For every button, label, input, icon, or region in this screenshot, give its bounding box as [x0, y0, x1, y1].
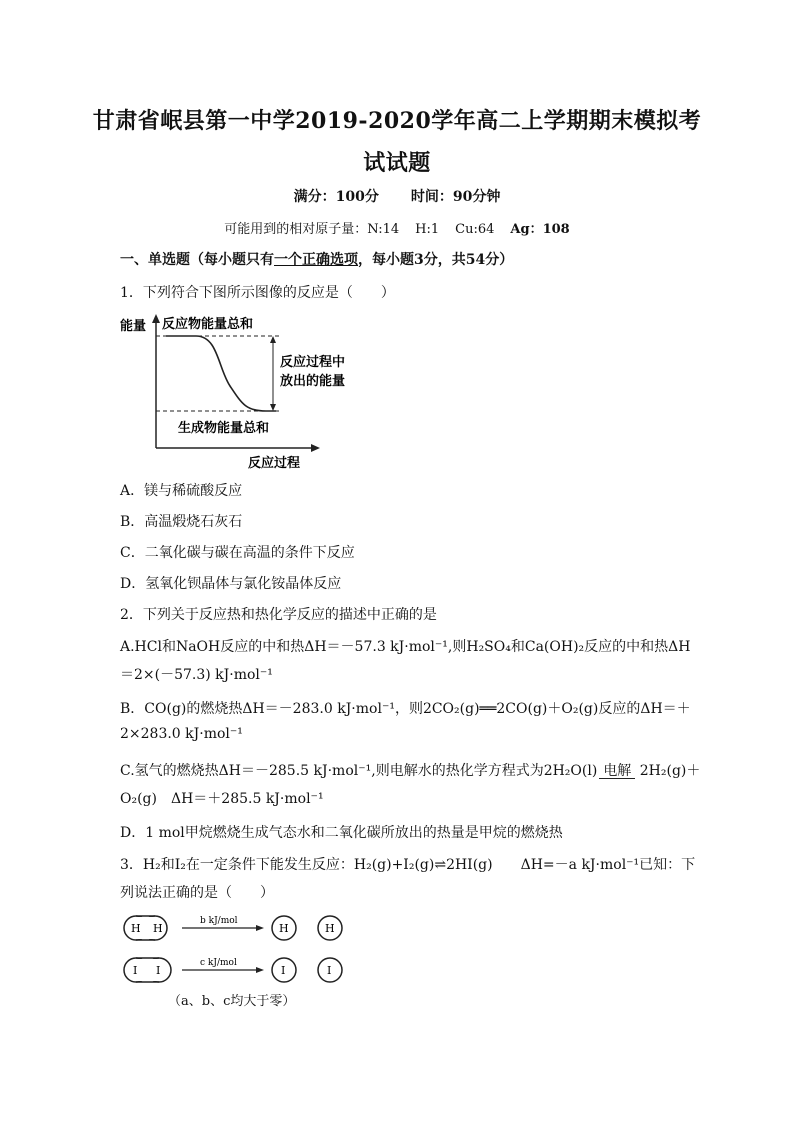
h-atom	[318, 916, 342, 940]
q2-option-b-line1: B．CO(g)的燃烧热ΔH＝－283.0 kJ·mol⁻¹，则2CO₂(g)══2CO(g)＋O₂(g)反应的ΔH＝＋	[120, 701, 691, 717]
bond-energy-diagram	[118, 910, 378, 990]
energy-diagram	[118, 308, 358, 473]
q1-stem: 1．下列符合下图所示图像的反应是（ ）	[120, 285, 395, 301]
h2-energy-label: b kJ/mol	[200, 916, 238, 926]
h2-molecule	[124, 916, 167, 940]
i-atom	[272, 958, 296, 982]
q2-option-b-line2: 2×283.0 kJ·mol⁻¹	[120, 726, 243, 742]
i-atom-label: I	[327, 964, 332, 977]
energy-curve	[166, 336, 276, 411]
product-label: 生成物能量总和	[178, 421, 270, 436]
q1-option-a: A．镁与稀硫酸反应	[120, 483, 243, 499]
q1-option-c: C．二氧化碳与碳在高温的条件下反应	[120, 545, 355, 561]
i2-arrow-head	[256, 967, 264, 973]
x-axis-label: 反应过程	[248, 456, 301, 471]
section-heading	[120, 249, 513, 269]
released-energy-label-2: 放出的能量	[280, 374, 346, 389]
q2-option-c-line1	[120, 760, 700, 780]
h2-arrow-head	[256, 925, 264, 931]
score-label: 满分：100分	[293, 189, 379, 205]
section-prefix: 一、单选题（每小题只有	[120, 252, 274, 268]
reactant-label: 反应物能量总和	[162, 317, 254, 332]
h-atom-label: H	[153, 922, 163, 935]
energy-gap-arrow-top	[270, 336, 276, 343]
time-label: 时间：90分钟	[410, 189, 501, 205]
h-atom-label: H	[325, 922, 335, 935]
q2-option-d: D．1 mol甲烷燃烧生成气态水和二氧化碳所放出的热量是甲烷的燃烧热	[120, 825, 563, 841]
q2-option-a-line1: A.HCl和NaOH反应的中和热ΔH＝－57.3 kJ·mol⁻¹,则H₂SO₄和Ca(OH)₂反应的中和热ΔH	[120, 639, 691, 655]
atomic-mass-line	[0, 218, 794, 237]
h-atom	[272, 916, 296, 940]
q1-option-b: B．高温煅烧石灰石	[120, 514, 243, 530]
exam-title-line1: 甘肃省岷县第一中学2019-2020学年高二上学期期末模拟考	[92, 108, 702, 134]
q2-option-a-line2: ＝2×(－57.3) kJ·mol⁻¹	[120, 667, 273, 683]
exam-score-time	[0, 186, 794, 206]
q1-option-d: D．氢氧化钡晶体与氯化铵晶体反应	[120, 576, 342, 592]
i2-molecule	[124, 958, 171, 982]
i2-energy-label: c kJ/mol	[200, 958, 237, 968]
i-atom-label: I	[156, 964, 161, 977]
q2-stem: 2．下列关于反应热和热化学反应的描述中正确的是	[120, 607, 437, 623]
y-axis-label: 能量	[120, 319, 147, 334]
released-energy-label-1: 反应过程中	[280, 355, 346, 370]
x-axis-arrow	[311, 444, 320, 452]
atomic-mass-cu: Cu:64	[455, 222, 495, 237]
q3-note: （a、b、c均大于零）	[168, 994, 296, 1009]
q3-stem-line1: 3．H₂和I₂在一定条件下能发生反应：H₂(g)+I₂(g)⇌2HI(g) ΔH=－a kJ·mol⁻¹已知：下	[120, 857, 696, 873]
section-underlined: 一个正确选项	[274, 252, 358, 268]
i-atom-label: I	[133, 964, 138, 977]
q3-stem-line2: 列说法正确的是（ ）	[120, 885, 274, 901]
section-suffix: ，每小题3分，共54分）	[358, 252, 514, 268]
i-atom	[318, 958, 342, 982]
energy-gap-arrow-bottom	[270, 404, 276, 411]
q2-option-c-line2: O₂(g) ΔH＝＋285.5 kJ·mol⁻¹	[120, 791, 324, 807]
atomic-mass-prefix: 可能用到的相对原子量：	[224, 222, 368, 237]
y-axis-arrow	[152, 314, 160, 323]
i-atom-label: I	[281, 964, 286, 977]
atomic-mass-h: H:1	[415, 222, 440, 237]
electrolysis-condition: 电解	[599, 764, 635, 779]
h-atom-label: H	[279, 922, 289, 935]
atomic-mass-ag: Ag：108	[510, 222, 570, 237]
q2-c-pre: C.氢气的燃烧热ΔH＝－285.5 kJ·mol⁻¹,则电解水的热化学方程式为2H₂O(l)	[120, 763, 598, 779]
h-atom-label: H	[131, 922, 141, 935]
atomic-mass-n: N:14	[367, 222, 400, 237]
q2-c-post: 2H₂(g)＋	[635, 763, 701, 779]
exam-title-line2: 试试题	[363, 150, 431, 176]
